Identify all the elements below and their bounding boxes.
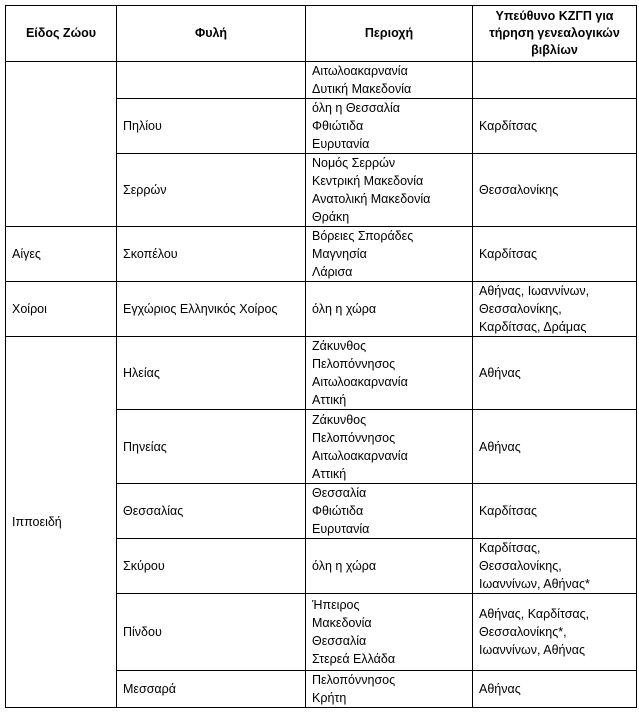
breed-cell: Πηνείας xyxy=(117,410,306,484)
region-cell-line: Ευρυτανία xyxy=(312,137,370,151)
region-cell-line: Κρήτη xyxy=(312,691,347,705)
responsible-center-cell-line: Αθήνας xyxy=(479,439,521,454)
header-breed: Φυλή xyxy=(117,6,306,62)
header-responsible-center xyxy=(473,6,637,62)
breed-cell: Ηλείας xyxy=(117,337,306,410)
region-cell-line: Στερεά Ελλάδα xyxy=(312,652,396,666)
region-cell-line: όλη η χώρα xyxy=(312,302,377,316)
header-responsible-line: βιβλίων xyxy=(531,43,578,57)
region-cell xyxy=(306,484,473,539)
region-cell-line: Ευρυτανία xyxy=(312,522,370,536)
region-cell-line: Θράκη xyxy=(312,210,350,224)
breed-cell: Πίνδου xyxy=(117,594,306,671)
breed-cell: Μεσσαρά xyxy=(117,671,306,708)
responsible-center-cell-line: Θεσσαλονίκης, xyxy=(479,302,562,316)
breed-cell: Σερρών xyxy=(117,154,306,227)
region-cell-line: Ήπειρος xyxy=(312,598,360,612)
table-row xyxy=(6,337,637,410)
responsible-center-cell-line: Αθήνας, Καρδίτσας, xyxy=(479,607,590,621)
header-region: Περιοχή xyxy=(306,6,473,62)
region-cell xyxy=(306,154,473,227)
header-animal-type: Είδος Ζώου xyxy=(6,6,117,62)
breed-cell: Σκοπέλου xyxy=(117,227,306,282)
region-cell-line: Βόρειες Σποράδες xyxy=(312,229,414,243)
region-cell-line: Ανατολική Μακεδονία xyxy=(312,192,431,206)
region-cell-line: Μακεδονία xyxy=(312,616,372,630)
responsible-center-cell-line: Καρδίτσας xyxy=(479,247,537,261)
responsible-center-cell xyxy=(473,539,637,594)
responsible-center-cell xyxy=(473,62,637,99)
responsible-center-cell xyxy=(473,154,637,227)
region-cell xyxy=(306,410,473,484)
region-cell-line: Ζάκυνθος xyxy=(312,412,367,427)
responsible-center-cell-line: Θεσσαλονίκης*, xyxy=(479,625,567,639)
region-cell xyxy=(306,99,473,154)
animal-type-cell: Χοίροι xyxy=(6,282,117,337)
region-cell-line: Αττική xyxy=(312,466,347,481)
responsible-center-cell xyxy=(473,227,637,282)
region-cell-line: Μαγνησία xyxy=(312,247,367,261)
responsible-center-cell-line: Καρδίτσας xyxy=(479,119,537,133)
region-cell xyxy=(306,671,473,708)
responsible-center-cell xyxy=(473,99,637,154)
responsible-center-cell xyxy=(473,410,637,484)
region-cell xyxy=(306,227,473,282)
region-cell-line: Δυτική Μακεδονία xyxy=(312,82,412,96)
breed-cell: Πηλίου xyxy=(117,99,306,154)
breed-cell: Θεσσαλίας xyxy=(117,484,306,539)
region-cell-line: Αιτωλοακαρνανία xyxy=(312,375,408,389)
region-cell-line: Θεσσαλία xyxy=(312,634,367,648)
responsible-center-cell-line: Καρδίτσας, xyxy=(479,541,541,555)
region-cell xyxy=(306,337,473,410)
header-responsible-line: τήρηση γενεαλογικών xyxy=(489,26,620,40)
region-cell xyxy=(306,62,473,99)
responsible-center-cell xyxy=(473,594,637,671)
responsible-center-cell-line: Αθήνας xyxy=(479,682,521,696)
region-cell-line: όλη η χώρα xyxy=(312,559,377,573)
region-cell-line: Νομός Σερρών xyxy=(312,156,396,170)
breed-cell: Σκύρου xyxy=(117,539,306,594)
region-cell-line: Θεσσαλία xyxy=(312,486,367,500)
table-body xyxy=(6,62,637,708)
responsible-center-cell-line: Αθήνας, Ιωαννίνων, xyxy=(479,284,590,298)
region-cell xyxy=(306,539,473,594)
responsible-center-cell-line: Ιωαννίνων, Αθήνας xyxy=(479,643,585,657)
region-cell-line: Αττική xyxy=(312,393,347,407)
region-cell-line: Φθιώτιδα xyxy=(312,504,364,518)
table-row xyxy=(6,227,637,282)
table-row xyxy=(6,62,637,99)
responsible-center-cell-line: Ιωαννίνων, Αθήνας* xyxy=(479,577,590,591)
region-cell-line: Φθιώτιδα xyxy=(312,119,364,133)
region-cell-line: Κεντρική Μακεδονία xyxy=(312,174,424,188)
region-cell xyxy=(306,594,473,671)
table-row xyxy=(6,282,637,337)
header-responsible-line: Υπεύθυνο ΚΖΓΠ για xyxy=(495,9,614,23)
region-cell xyxy=(306,282,473,337)
responsible-center-cell-line: Θεσσαλονίκης, xyxy=(479,559,562,573)
region-cell-line: Ζάκυνθος xyxy=(312,339,367,353)
breed-registry-table xyxy=(5,5,637,708)
animal-type-cell xyxy=(6,62,117,227)
animal-type-cell: Αίγες xyxy=(6,227,117,282)
responsible-center-cell xyxy=(473,337,637,410)
responsible-center-cell xyxy=(473,282,637,337)
responsible-center-cell-line: Αθήνας xyxy=(479,366,521,380)
responsible-center-cell xyxy=(473,671,637,708)
region-cell-line: όλη η Θεσσαλία xyxy=(312,101,401,115)
header-row xyxy=(6,6,637,62)
region-cell-line: Πελοπόννησος xyxy=(312,673,396,687)
region-cell-line: Πελοπόννησος xyxy=(312,430,396,445)
region-cell-line: Αιτωλοακαρνανία xyxy=(312,448,408,463)
responsible-center-cell xyxy=(473,484,637,539)
region-cell-line: Πελοπόννησος xyxy=(312,357,396,371)
responsible-center-cell-line: Καρδίτσας xyxy=(479,504,537,518)
region-cell-line: Λάρισα xyxy=(312,265,353,279)
responsible-center-cell-line: Θεσσαλονίκης xyxy=(479,183,559,197)
animal-type-cell: Ιπποειδή xyxy=(6,337,117,708)
region-cell-line: Αιτωλοακαρνανία xyxy=(312,64,408,78)
responsible-center-cell-line: Καρδίτσας, Δράμας xyxy=(479,320,587,334)
breed-cell: Εγχώριος Ελληνικός Χοίρος xyxy=(117,282,306,337)
breed-cell xyxy=(117,62,306,99)
